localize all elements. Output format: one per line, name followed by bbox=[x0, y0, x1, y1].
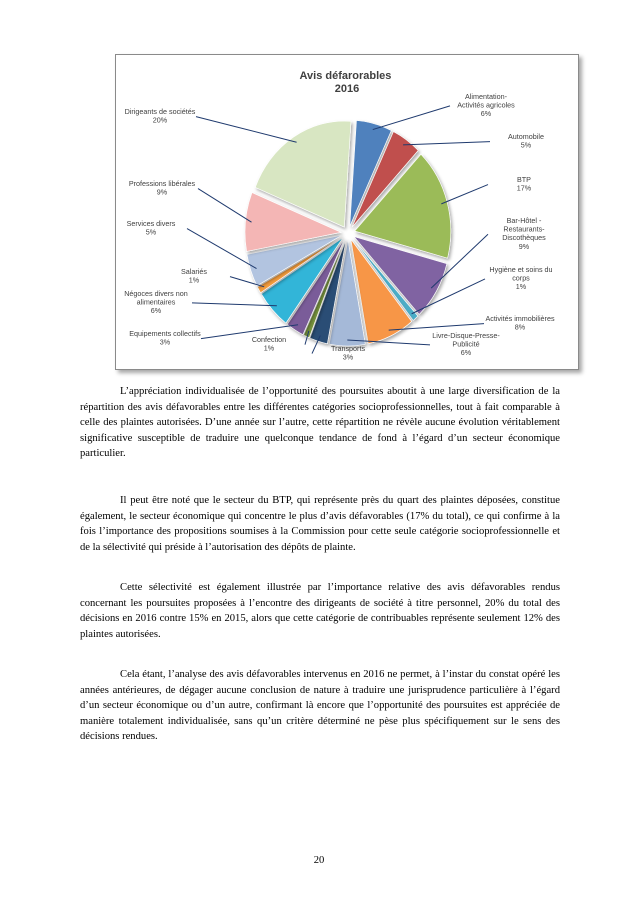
slice-label-line: Equipements collectifs bbox=[129, 329, 201, 338]
slice-label bbox=[127, 219, 176, 237]
slice-label bbox=[489, 265, 552, 291]
paragraph-1: L’appréciation individualisée de l’opportunité des poursuites aboutit à une large diversification de la répartition des avis défavorables entre les différentes catégories socioprofessionnelles, tout à fait comparable à celle des plaintes autorisées. D’une année sur l’autre, cette répartition ne révèle aucune évolution véritablement significative susceptible de traduire une quelconque tendance de fond à l’égard d’un secteur économique particulier. bbox=[80, 386, 560, 459]
slice-label bbox=[125, 107, 196, 125]
slice-label bbox=[485, 314, 555, 332]
pie-chart bbox=[116, 55, 578, 369]
leader-line bbox=[192, 303, 277, 306]
slice-label-line: alimentaires bbox=[136, 297, 176, 307]
slice-label bbox=[457, 92, 515, 118]
slice-label-line: Restaurants- bbox=[503, 224, 545, 234]
chart-title bbox=[300, 70, 395, 95]
leader-line bbox=[373, 106, 450, 130]
slice-label-line: Activités immobilières bbox=[485, 314, 555, 323]
pie-chart-frame bbox=[115, 54, 579, 370]
page-number: 20 bbox=[313, 855, 325, 866]
slice-label bbox=[432, 331, 500, 357]
paragraph-2: Il peut être noté que le secteur du BTP, qui représente près du quart des plaintes déposées, constitue également, le secteur économique qui concentre le plus d’avis défavorables (17% du total), ce qui confirme à la fois l’importance des propositions soumises à la Commission pour cette seule catégorie socioprofessionnelle et de la sélectivité qui préside à l’autorisation des dépôts de plainte. bbox=[80, 495, 560, 553]
slice-label-line: BTP bbox=[517, 175, 531, 184]
slice-label-line: Confection bbox=[251, 335, 287, 344]
slice-label-line: Transports bbox=[330, 344, 366, 353]
slice-label-line: Livre-Disque-Presse- bbox=[432, 331, 500, 340]
slice-value-label: 1% bbox=[188, 275, 200, 285]
slice-label-line: Salariés bbox=[181, 267, 207, 276]
slice-label-line: Hygiène et soins du bbox=[489, 265, 553, 274]
slice-value-label: 1% bbox=[515, 282, 527, 292]
leader-line bbox=[403, 142, 490, 145]
slice-label-line: Automobile bbox=[508, 132, 544, 141]
slice-label bbox=[502, 216, 546, 251]
slice-label-line: Professions libérales bbox=[128, 179, 196, 188]
slice-label bbox=[252, 335, 286, 353]
slice-label-line: Alimentation- bbox=[465, 92, 507, 101]
slice-value-label: 20% bbox=[152, 115, 168, 125]
slice-label-line: Négoces divers non bbox=[124, 289, 188, 298]
slice-label bbox=[508, 132, 544, 150]
slice-label-line: Discothèques bbox=[502, 233, 546, 243]
slice-value-label: 8% bbox=[514, 322, 526, 332]
chart-title-line: Avis défarorables bbox=[299, 70, 392, 82]
leader-line bbox=[196, 117, 297, 143]
slice-label bbox=[181, 267, 207, 285]
slice-label-line: corps bbox=[512, 273, 530, 283]
slice-value-label: 6% bbox=[460, 348, 472, 358]
leader-line bbox=[441, 185, 488, 204]
slice-label bbox=[129, 179, 196, 197]
slice-value-label: 1% bbox=[263, 343, 275, 353]
slice-label-line: Bar-Hôtel - bbox=[506, 216, 542, 225]
slice-label-line: Publicité bbox=[452, 339, 480, 349]
slice-label-line: Activités agricoles bbox=[457, 100, 515, 110]
paragraph-4: Cela étant, l’analyse des avis défavorables intervenus en 2016 ne permet, à l’instar du constat opéré les années antérieures, de dégager aucune conclusion de nature à traduire une jurisprudence particulière à l’égard d’un secteur économique ou d’un autre, confirmant là encore que l’opportunité des poursuites est appréciée de manière totalement individualisée, sans qu’un critère déterminé ne pèse plus spécifiquement sur le sens des décisions rendues. bbox=[80, 669, 560, 742]
slice-value-label: 5% bbox=[145, 227, 157, 237]
slice-value-label: 9% bbox=[156, 187, 168, 197]
slice-value-label: 3% bbox=[159, 337, 171, 347]
slice-label-line: Dirigeants de sociétés bbox=[124, 107, 196, 116]
paragraph-3: Cette sélectivité est également illustrée par l’importance relative des avis défavorables rendus concernant les poursuites proposées à l’encontre des dirigeants de société à titre personnel, 20% du total des décisions en 2016 contre 15% en 2015, alors que cette catégorie de contribuables représente seulement 12% des plaintes autorisées. bbox=[80, 582, 560, 640]
slice-label bbox=[124, 289, 188, 315]
pie-slices bbox=[245, 120, 451, 346]
slice-label bbox=[129, 329, 201, 347]
chart-title-line: 2016 bbox=[334, 83, 360, 95]
slice-value-label: 5% bbox=[520, 140, 532, 150]
slice-value-label: 17% bbox=[516, 183, 532, 193]
slice-label bbox=[517, 175, 532, 193]
slice-value-label: 6% bbox=[480, 109, 492, 119]
slice-value-label: 3% bbox=[342, 352, 354, 362]
slice-label-line: Services divers bbox=[126, 219, 176, 228]
slice-value-label: 6% bbox=[150, 306, 162, 316]
leader-line bbox=[198, 189, 251, 223]
slice-label bbox=[331, 344, 365, 362]
slice-value-label: 9% bbox=[518, 241, 530, 251]
